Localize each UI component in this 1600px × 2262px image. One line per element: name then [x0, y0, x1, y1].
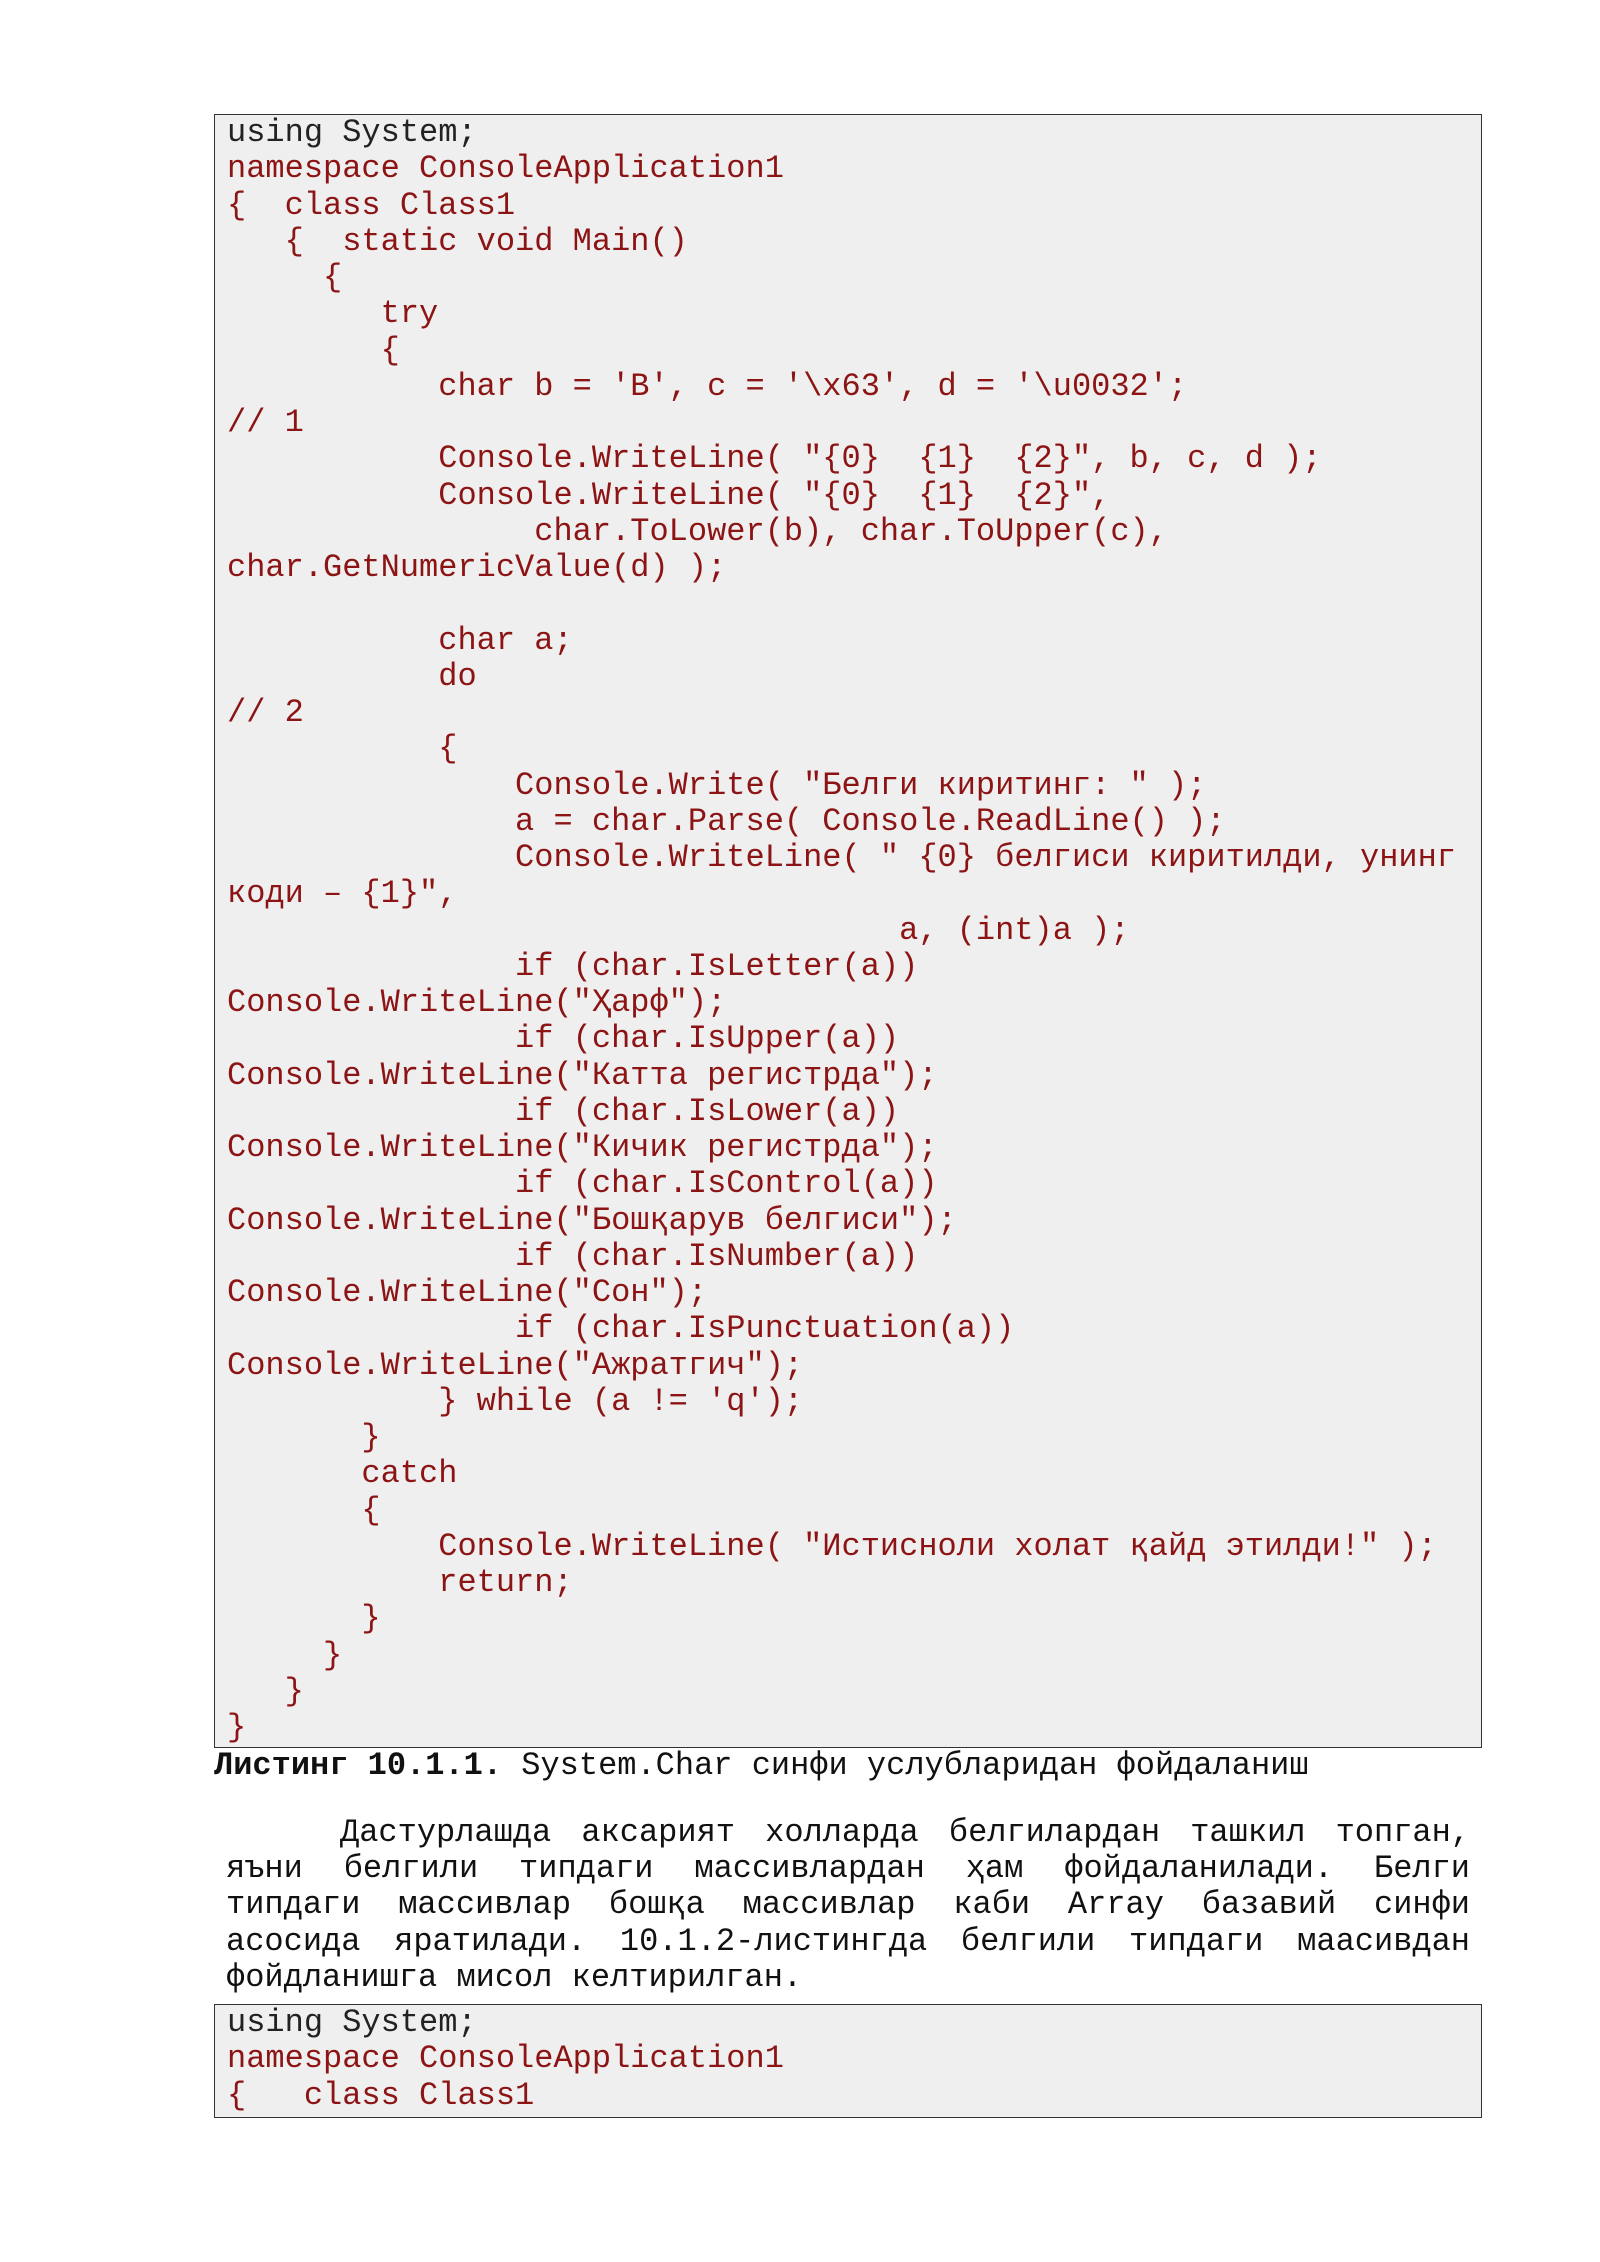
code-line: } — [227, 1672, 304, 1710]
code-line: char b = 'B', c = '\x63', d = '\u0032'; — [227, 367, 1188, 405]
code-line: namespace ConsoleApplication1 — [227, 2040, 784, 2078]
code-line: } — [227, 1419, 381, 1456]
code-line: // 2 — [227, 694, 304, 731]
body-paragraph — [226, 1815, 1470, 1996]
code-line: } — [227, 1600, 381, 1638]
code-line: if (char.IsLetter(a)) — [227, 947, 919, 985]
code-line: if (char.IsLower(a)) — [227, 1092, 900, 1130]
code-line: Console.WriteLine("Ажратгич"); — [227, 1346, 804, 1384]
code-line: Console.WriteLine("Сон"); — [227, 1274, 708, 1311]
code-block-1 — [215, 115, 1481, 1746]
code-line: { — [227, 730, 458, 768]
caption-text: System.Char синфи услубларидан фойдаланиш — [502, 1747, 1309, 1784]
paragraph-line: типдаги массивлар бошқа массивлар каби Array базавий синфи — [226, 1886, 1470, 1924]
code-line: } — [227, 1636, 343, 1674]
code-line: if (char.IsUpper(a)) — [227, 1020, 900, 1058]
code-line: if (char.IsControl(a)) — [227, 1165, 938, 1203]
caption-label: Листинг 10.1.1. — [214, 1747, 503, 1784]
code-line: return; — [227, 1564, 573, 1601]
code-line: { class Class1 — [227, 2076, 535, 2114]
code-line: Console.WriteLine("Бошқарув белгиси"); — [227, 1201, 957, 1239]
code-line: Console.WriteLine("Катта регистрда"); — [227, 1056, 938, 1094]
code-line: Console.WriteLine( " {0} белгиси киритилди, унинг — [227, 839, 1456, 876]
code-line: { — [227, 259, 343, 296]
code-block-2 — [215, 2005, 1481, 2114]
code-line: Console.WriteLine("Ҳарф"); — [227, 984, 727, 1021]
code-line: { static void Main() — [227, 222, 688, 260]
code-line: using System; — [227, 114, 477, 151]
paragraph-line: Дастурлашда аксарият холларда белгилардан ташкил топган, — [340, 1814, 1470, 1851]
code-line: коди – {1}", — [227, 875, 458, 913]
code-listing-2 — [214, 2004, 1482, 2118]
code-line: Console.WriteLine( "Истисноли холат қайд этилди!" ); — [227, 1527, 1437, 1565]
code-line: { class Class1 — [227, 186, 516, 224]
code-line: a, (int)a ); — [227, 911, 1130, 949]
code-line: if (char.IsNumber(a)) — [227, 1237, 919, 1275]
code-line: { — [227, 1491, 381, 1529]
code-line: } — [227, 1709, 247, 1746]
code-listing-1 — [214, 114, 1482, 1748]
code-line: Console.WriteLine("Кичик регистрда"); — [227, 1129, 938, 1166]
code-line: try — [227, 295, 439, 333]
code-line: } while (a != 'q'); — [227, 1382, 804, 1420]
paragraph-line: яъни белгили типдаги массивлардан ҳам фойдаланилади. Белги — [226, 1850, 1470, 1888]
code-line: a = char.Parse( Console.ReadLine() ); — [227, 802, 1226, 840]
code-line: if (char.IsPunctuation(a)) — [227, 1310, 1015, 1348]
code-line: char.ToLower(b), char.ToUpper(c), — [227, 512, 1168, 550]
paragraph-line: фойдланишга мисол келтирилган. — [226, 1958, 803, 1996]
code-line: do — [227, 657, 477, 695]
code-line: char.GetNumericValue(d) ); — [227, 549, 727, 586]
code-line: Console.WriteLine( "{0} {1} {2}", b, c, d ); — [227, 440, 1322, 478]
code-line: char a; — [227, 621, 573, 659]
code-line: Console.WriteLine( "{0} {1} {2}", — [227, 476, 1111, 514]
code-line: namespace ConsoleApplication1 — [227, 150, 784, 188]
listing-caption — [214, 1746, 1482, 1786]
code-line: Console.Write( "Белги киритинг: " ); — [227, 766, 1207, 804]
paragraph-line: асосида яратилади. 10.1.2-листингда белгили типдаги маасивдан — [226, 1922, 1470, 1960]
code-line — [227, 586, 1481, 622]
code-line: // 1 — [227, 404, 304, 441]
code-line: using System; — [227, 2004, 477, 2041]
code-line: { — [227, 331, 400, 369]
code-line: catch — [227, 1455, 458, 1493]
